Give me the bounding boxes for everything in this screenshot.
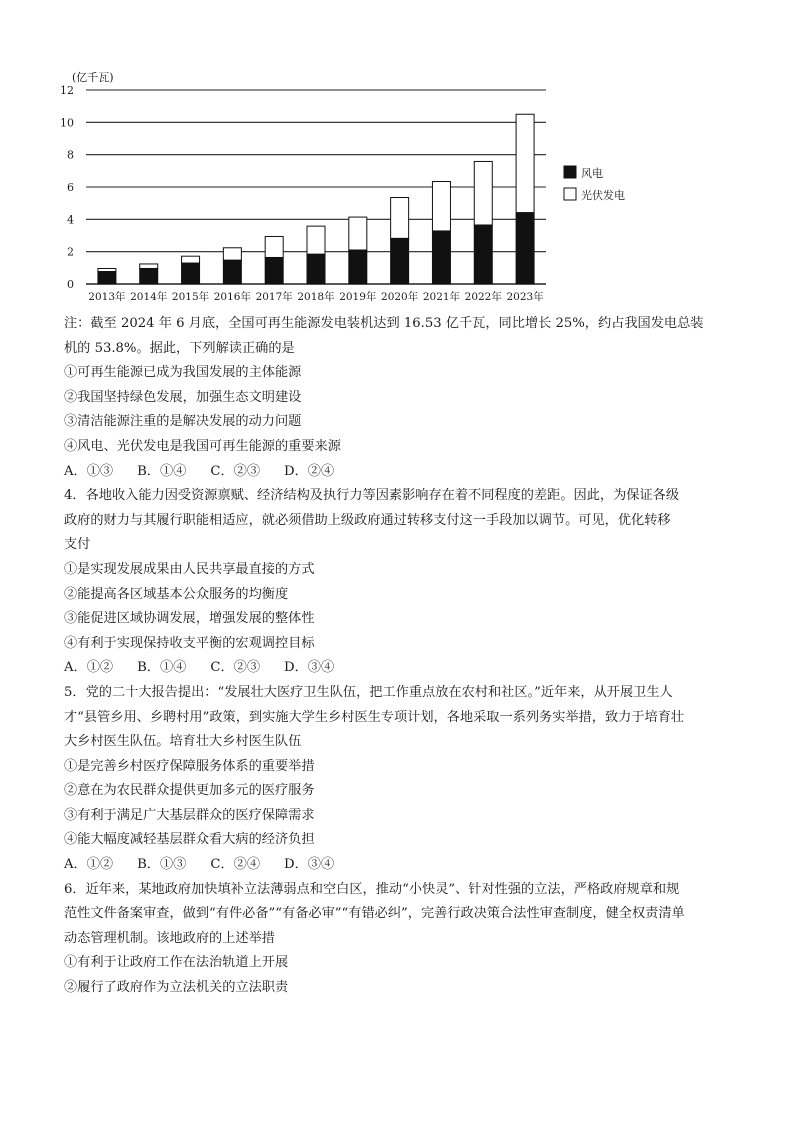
q4-line-2: 政府的财力与其履行职能相适应，就必须借助上级政府通过转移支付这一手段加以调节。可见，优化转移 xyxy=(64,512,671,528)
note-choices xyxy=(64,460,736,485)
note-option-3: ③清洁能源注重的是解决发展的动力问题 xyxy=(64,414,302,430)
y-tick-label: 6 xyxy=(67,181,74,194)
legend-label-wind: 风电 xyxy=(581,167,603,180)
bar-solar xyxy=(182,256,200,263)
note-line-1: 注：截至 2024 年 6 月底，全国可再生能源发电装机达到 16.53 亿千瓦，同比增长 25%，约占我国发电总装 xyxy=(64,316,704,331)
bar-wind xyxy=(182,263,200,284)
q4-option-4: ④有利于实现保持收支平衡的宏观调控目标 xyxy=(64,635,315,651)
bar-solar xyxy=(391,198,409,239)
q6-line-3: 动态管理机制。该地政府的上述举措 xyxy=(64,930,275,946)
note-option-2: ②我国坚持绿色发展，加强生态文明建设 xyxy=(64,389,302,405)
bar-wind xyxy=(349,250,367,284)
note-option-1: ①可再生能源已成为我国发展的主体能源 xyxy=(64,365,302,381)
q5-choices xyxy=(64,853,736,878)
y-tick-label: 10 xyxy=(60,116,74,130)
q6-option-1: ①有利于让政府工作在法治轨道上开展 xyxy=(64,955,289,971)
x-tick-label: 2014年 xyxy=(130,291,168,303)
bar-wind xyxy=(223,260,241,284)
choice-a: A．①③ xyxy=(64,463,114,479)
y-tick-label: 2 xyxy=(67,245,74,259)
q5-option-3: ③有利于满足广大基层群众的医疗保障需求 xyxy=(64,807,315,823)
legend-label-solar: 光伏发电 xyxy=(581,189,625,202)
bar-solar xyxy=(265,236,283,257)
q4-choices xyxy=(64,656,736,681)
bar-solar xyxy=(432,182,450,231)
x-tick-label: 2017年 xyxy=(255,291,293,303)
x-tick-label: 2022年 xyxy=(464,291,502,303)
q6-line-1: 6．近年来，某地政府加快填补立法薄弱点和空白区，推动“小快灵”、针对性强的立法，严格政府规章和规 xyxy=(64,881,680,897)
q5-line-1: 5．党的二十大报告提出：“发展壮大医疗卫生队伍，把工作重点放在农村和社区。”近年来，从开展卫生人 xyxy=(64,684,673,700)
y-tick-label: 0 xyxy=(67,278,74,291)
q4-option-2: ②能提高各区域基本公众服务的均衡度 xyxy=(64,586,289,602)
x-tick-label: 2018年 xyxy=(297,291,335,303)
q4-option-1: ①是实现发展成果由人民共享最直接的方式 xyxy=(64,561,315,577)
choice-d: D．③④ xyxy=(284,660,335,676)
bar-wind xyxy=(307,254,325,284)
bar-solar xyxy=(307,226,325,254)
choice-b: B．①④ xyxy=(137,660,187,676)
bar-wind xyxy=(391,238,409,284)
x-tick-label: 2021年 xyxy=(422,291,461,303)
bar-wind xyxy=(98,272,116,284)
choice-d: D．②④ xyxy=(284,463,335,479)
bar-solar xyxy=(474,161,492,225)
bar-wind xyxy=(140,268,158,284)
choice-d: D．③④ xyxy=(284,857,335,873)
q6-option-2: ②履行了政府作为立法机关的立法职责 xyxy=(64,980,289,996)
choice-c: C．②③ xyxy=(210,660,261,676)
bar-solar xyxy=(516,114,534,212)
q5-option-1: ①是完善乡村医疗保障服务体系的重要举措 xyxy=(64,758,315,774)
choice-a: A．①② xyxy=(64,660,114,676)
choice-b: B．①③ xyxy=(137,857,187,873)
x-tick-label: 2016年 xyxy=(213,291,251,303)
q4-option-3: ③能促进区域协调发展，增强发展的整体性 xyxy=(64,611,315,627)
bar-wind xyxy=(432,231,450,284)
choice-c: C．②④ xyxy=(210,857,261,873)
bar-wind xyxy=(516,213,534,284)
choice-c: C．②③ xyxy=(210,463,261,479)
y-tick-label: 8 xyxy=(67,148,74,162)
note-option-4: ④风电、光伏发电是我国可再生能源的重要来源 xyxy=(64,438,341,454)
note-line-2: 机的 53.8%。据此，下列解读正确的是 xyxy=(64,340,295,356)
x-tick-label: 2015年 xyxy=(171,291,210,303)
y-tick-label: 4 xyxy=(67,213,74,227)
bar-wind xyxy=(265,257,283,284)
legend-swatch-wind xyxy=(564,166,576,178)
q6-line-2: 范性文件备案审查，做到“有件必备”“有备必审”“有错必纠”，完善行政决策合法性审查制度，健全权责清单 xyxy=(64,906,685,922)
choice-a: A．①② xyxy=(64,857,114,873)
q5-line-2: 才“县管乡用、乡聘村用”政策，到实施大学生乡村医生专项计划，各地采取一系列务实举措，致力于培育壮 xyxy=(64,709,685,725)
legend-swatch-solar xyxy=(564,188,576,200)
x-tick-label: 2013年 xyxy=(88,291,126,303)
y-axis-label: (亿千瓦) xyxy=(72,71,114,84)
q5-option-2: ②意在为农民群众提供更加多元的医疗服务 xyxy=(64,783,315,799)
bar-solar xyxy=(349,217,367,250)
q5-line-3: 大乡村医生队伍。培育壮大乡村医生队伍 xyxy=(64,734,302,750)
q4-line-3: 支付 xyxy=(64,537,91,553)
choice-b: B．①④ xyxy=(137,463,187,479)
x-tick-label: 2023年 xyxy=(506,291,544,303)
installed-capacity-chart xyxy=(60,66,660,310)
bar-solar xyxy=(140,264,158,269)
bar-solar xyxy=(223,248,241,260)
x-tick-label: 2020年 xyxy=(381,291,419,303)
question-text xyxy=(64,312,736,1001)
x-tick-label: 2019年 xyxy=(339,291,377,303)
q4-line-1: 4．各地收入能力因受资源禀赋、经济结构及执行力等因素影响存在着不同程度的差距。因此，为保证各级 xyxy=(64,488,680,504)
y-tick-label: 12 xyxy=(60,84,74,97)
bar-wind xyxy=(474,225,492,284)
q5-option-4: ④能大幅度减轻基层群众看大病的经济负担 xyxy=(64,832,315,848)
